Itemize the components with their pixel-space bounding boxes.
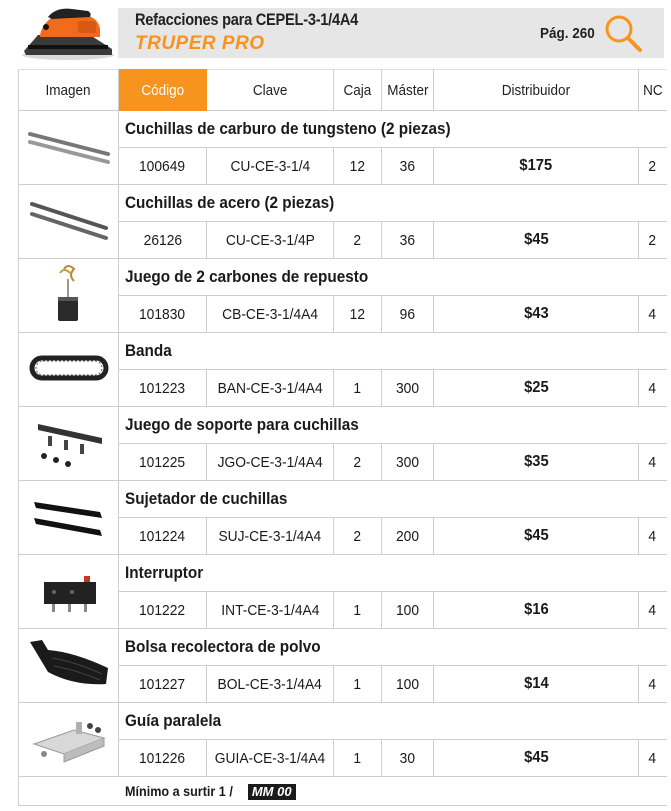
col-clave[interactable]: Clave: [207, 70, 334, 111]
item-caja: 2: [334, 444, 382, 481]
item-nc: 4: [639, 444, 667, 481]
item-caja: 2: [334, 222, 382, 259]
item-clave: BAN-CE-3-1/4A4: [207, 370, 334, 407]
table-row: [19, 481, 667, 518]
item-image: [19, 333, 119, 407]
item-code[interactable]: 101225: [119, 444, 207, 481]
table-row: [19, 629, 667, 666]
item-name: Bolsa recolectora de polvo: [119, 629, 667, 666]
col-codigo[interactable]: Código: [119, 70, 207, 111]
item-price: $45: [434, 740, 639, 777]
item-name: Cuchillas de acero (2 piezas): [119, 185, 667, 222]
item-code[interactable]: 101226: [119, 740, 207, 777]
item-clave: INT-CE-3-1/4A4: [207, 592, 334, 629]
item-name: Juego de 2 carbones de repuesto: [119, 259, 667, 296]
item-name: Banda: [119, 333, 667, 370]
item-price: $25: [434, 370, 639, 407]
item-clave: CU-CE-3-1/4: [207, 148, 334, 185]
carbide-blades-icon: [24, 116, 114, 176]
item-nc: 4: [639, 592, 667, 629]
item-clave: CU-CE-3-1/4P: [207, 222, 334, 259]
table-row: [19, 703, 667, 740]
item-clave: GUIA-CE-3-1/4A4: [207, 740, 334, 777]
col-master[interactable]: Máster: [382, 70, 434, 111]
blade-clamp-icon: [24, 486, 114, 546]
item-name: Guía paralela: [119, 703, 667, 740]
col-caja[interactable]: Caja: [334, 70, 382, 111]
table-row: [19, 333, 667, 370]
item-price: $16: [434, 592, 639, 629]
item-master: 200: [382, 518, 434, 555]
item-clave: BOL-CE-3-1/4A4: [207, 666, 334, 703]
item-nc: 4: [639, 518, 667, 555]
item-master: 300: [382, 370, 434, 407]
item-image: [19, 111, 119, 185]
parts-table: [18, 69, 667, 806]
minimum-order-note: Mínimo a surtir 1 / MM 00: [19, 777, 667, 806]
planer-product-icon: [18, 5, 118, 61]
item-caja: 1: [334, 592, 382, 629]
item-image: [19, 185, 119, 259]
item-image: [19, 407, 119, 481]
item-price: $14: [434, 666, 639, 703]
item-price: $35: [434, 444, 639, 481]
col-imagen[interactable]: Imagen: [19, 70, 119, 111]
brand-logo: TRUPER PRO: [135, 33, 265, 54]
item-image: [19, 555, 119, 629]
item-clave: CB-CE-3-1/4A4: [207, 296, 334, 333]
page-title: Refacciones para CEPEL-3-1/4A4: [135, 10, 359, 29]
item-nc: 2: [639, 222, 667, 259]
col-distribuidor[interactable]: Distribuidor: [434, 70, 639, 111]
item-image: [19, 629, 119, 703]
item-name: Sujetador de cuchillas: [119, 481, 667, 518]
item-name: Interruptor: [119, 555, 667, 592]
item-image: [19, 481, 119, 555]
item-price: $45: [434, 518, 639, 555]
item-master: 36: [382, 148, 434, 185]
switch-icon: [24, 560, 114, 620]
belt-icon: [24, 348, 114, 388]
item-nc: 4: [639, 296, 667, 333]
item-nc: 2: [639, 148, 667, 185]
table-row: [19, 111, 667, 148]
item-nc: 4: [639, 370, 667, 407]
item-caja: 1: [334, 666, 382, 703]
item-price: $43: [434, 296, 639, 333]
page-header: [0, 0, 671, 64]
table-row: [19, 407, 667, 444]
item-caja: 1: [334, 370, 382, 407]
table-row: [19, 555, 667, 592]
search-icon[interactable]: [603, 13, 643, 53]
table-footer: [19, 777, 667, 806]
item-master: 36: [382, 222, 434, 259]
table-row: [19, 185, 667, 222]
item-name: Cuchillas de carburo de tungsteno (2 piezas): [119, 111, 667, 148]
item-caja: 12: [334, 296, 382, 333]
mm-badge: MM 00: [248, 784, 296, 800]
blade-holder-icon: [24, 412, 114, 472]
item-nc: 4: [639, 740, 667, 777]
item-code[interactable]: 101227: [119, 666, 207, 703]
item-master: 100: [382, 592, 434, 629]
item-name: Juego de soporte para cuchillas: [119, 407, 667, 444]
item-master: 300: [382, 444, 434, 481]
item-caja: 12: [334, 148, 382, 185]
table-header-row: [19, 70, 667, 111]
item-code[interactable]: 101222: [119, 592, 207, 629]
item-master: 30: [382, 740, 434, 777]
item-master: 96: [382, 296, 434, 333]
page-number: Pág. 260: [540, 25, 595, 42]
table-row: [19, 259, 667, 296]
item-master: 100: [382, 666, 434, 703]
item-image: [19, 703, 119, 777]
item-price: $175: [434, 148, 639, 185]
item-clave: JGO-CE-3-1/4A4: [207, 444, 334, 481]
item-code[interactable]: 100649: [119, 148, 207, 185]
col-nc[interactable]: NC: [639, 70, 667, 111]
item-nc: 4: [639, 666, 667, 703]
item-code[interactable]: 26126: [119, 222, 207, 259]
item-price: $45: [434, 222, 639, 259]
item-caja: 2: [334, 518, 382, 555]
item-image: [19, 259, 119, 333]
steel-blades-icon: [24, 190, 114, 250]
parallel-guide-icon: [24, 708, 114, 768]
item-code[interactable]: 101830: [119, 296, 207, 333]
item-caja: 1: [334, 740, 382, 777]
item-code[interactable]: 101224: [119, 518, 207, 555]
item-code[interactable]: 101223: [119, 370, 207, 407]
item-clave: SUJ-CE-3-1/4A4: [207, 518, 334, 555]
dust-bag-icon: [24, 634, 114, 694]
carbon-brush-icon: [24, 261, 114, 327]
